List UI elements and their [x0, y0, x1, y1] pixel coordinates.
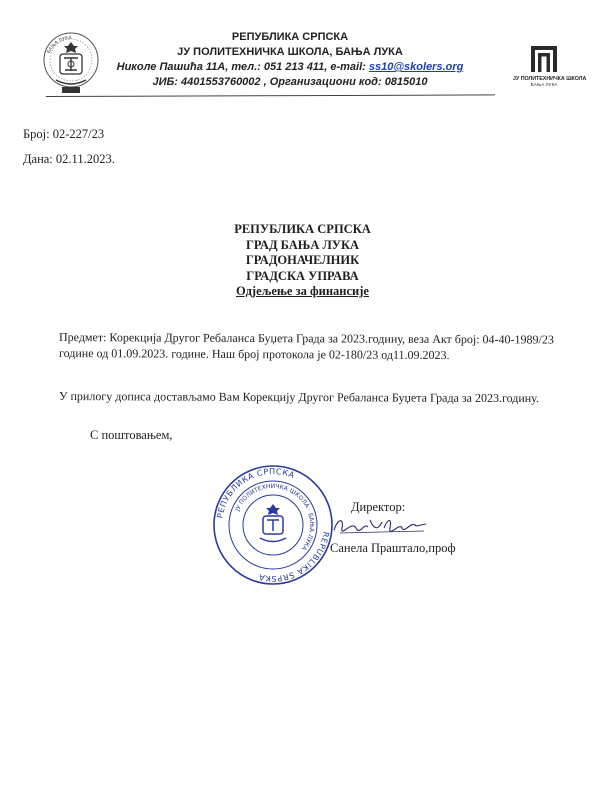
closing-greeting: С поштовањем,	[90, 428, 173, 442]
crest-ring-text: БАЊА ЛУКА	[46, 35, 72, 55]
addressee-block	[200, 222, 405, 300]
addressee-line-3: ГРАДОНАЧЕЛНИК	[245, 253, 360, 267]
polytechnic-logo	[513, 44, 587, 87]
polytechnic-logo-icon	[529, 44, 559, 74]
official-seal	[212, 464, 334, 586]
seal-outer-text-right: REPUBLIKA SRPSKA	[257, 531, 331, 584]
document-date: Дана: 02.11.2023.	[23, 152, 115, 166]
letterhead-line-1: РЕПУБЛИКА СРПСКА	[231, 31, 349, 43]
seal-coat-of-arms-icon	[260, 504, 286, 542]
seal-outer-text-left: РЕПУБЛИКА СРПСКА	[215, 466, 297, 519]
addressee-line-1: РЕПУБЛИКА СРПСКА	[234, 222, 371, 236]
document-number: Број: 02-227/23	[23, 127, 105, 141]
email-link[interactable]: ss10@skolers.org	[368, 61, 464, 73]
body-paragraph: У прилогу дописа достављамо Вам Корекцију Другог Ребаланса Буџета Града за 2023.годину.	[58, 389, 540, 406]
letterhead-line-4: ЈИБ: 4401553760002 , Организациони код: 0815010	[152, 76, 428, 88]
letterhead-divider	[46, 94, 495, 97]
addressee-department: Одјељење за финансије	[236, 284, 369, 298]
logo-school-name: ЈУ ПОЛИТЕХНИЧКА ШКОЛА	[513, 76, 587, 82]
director-title: Директор:	[351, 500, 406, 514]
director-name: Санела Праштало,проф	[330, 541, 456, 555]
subject-line-2: године од 01.09.2023. године. Наш број протокола је 02-180/23 од11.09.2023.	[58, 346, 450, 363]
addressee-line-4: ГРАДСКА УПРАВА	[246, 268, 359, 283]
letterhead-line-2: ЈУ ПОЛИТЕХНИЧКА ШКОЛА, БАЊА ЛУКА	[177, 46, 403, 58]
school-crest-logo	[38, 24, 104, 98]
seal-inner-text: ЈУ ПОЛИТЕХНИЧКА ШКОЛА · БАЊА ЛУКА	[233, 482, 316, 552]
subject-line-1: Предмет: Корекција Другог Ребаланса Буџета Града за 2023.годину, веза Акт број: 04-40-1989/23	[58, 330, 554, 347]
letterhead-text	[110, 30, 470, 90]
logo-city: БАЊА ЛУКА	[530, 82, 558, 87]
addressee-line-2: ГРАД БАЊА ЛУКА	[245, 237, 360, 252]
letterhead-line-3	[110, 60, 470, 75]
svg-text:REPUBLIKA SRPSKA	[258, 531, 331, 583]
handwritten-signature	[330, 514, 430, 536]
address-phone: Николе Пашића 11А, тел.: 051 213 411, e-mail:	[116, 61, 369, 73]
